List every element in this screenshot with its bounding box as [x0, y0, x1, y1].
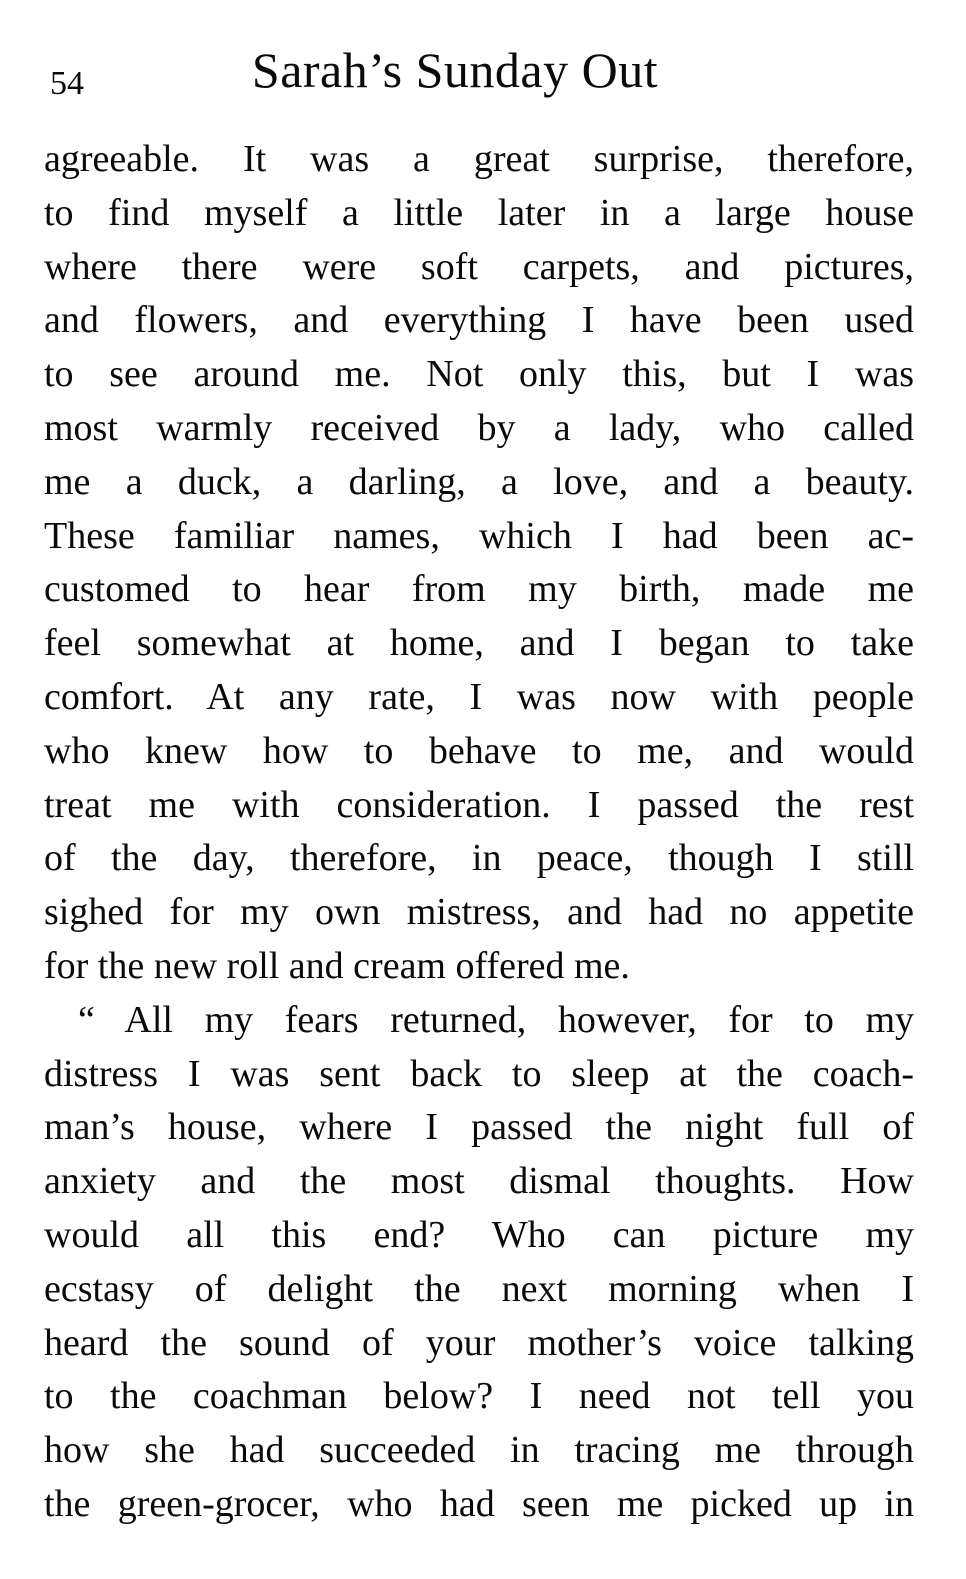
text-line: most warmly received by a lady, who called: [44, 406, 914, 449]
text-line: and flowers, and everything I have been used: [44, 299, 914, 342]
text-line: comfort. At any rate, I was now with people: [44, 675, 914, 718]
text-line: feel somewhat at home, and I began to take: [44, 622, 914, 665]
text-line: These familiar names, which I had been ac-: [44, 514, 914, 557]
text-line: who knew how to behave to me, and would: [44, 729, 914, 772]
text-line: treat me with consideration. I passed the rest: [44, 783, 914, 826]
text-line: ecstasy of delight the next morning when I: [44, 1267, 914, 1310]
page-number: 54: [50, 65, 84, 102]
text-line: to see around me. Not only this, but I was: [44, 353, 914, 396]
text-line: customed to hear from my birth, made me: [44, 568, 914, 611]
text-line: the green-grocer, who had seen me picked up in: [44, 1482, 914, 1525]
text-line: of the day, therefore, in peace, though I still: [44, 837, 914, 880]
body-text: [44, 133, 914, 1532]
text-line: for the new roll and cream offered me.: [44, 944, 630, 987]
text-line: to the coachman below? I need not tell you: [44, 1375, 914, 1418]
text-line: anxiety and the most dismal thoughts. How: [44, 1160, 914, 1203]
text-line: “ All my fears returned, however, for to my: [78, 998, 914, 1041]
text-line: to find myself a little later in a large house: [44, 191, 914, 234]
text-line: heard the sound of your mother’s voice talking: [44, 1321, 914, 1364]
page-header: [50, 38, 920, 108]
running-title: Sarah’s Sunday Out: [251, 42, 659, 98]
text-line: agreeable. It was a great surprise, therefore,: [44, 138, 914, 180]
text-line: where there were soft carpets, and pictures,: [44, 245, 914, 288]
text-line: me a duck, a darling, a love, and a beauty.: [44, 460, 914, 503]
text-line: sighed for my own mistress, and had no appetite: [44, 891, 914, 934]
text-line: how she had succeeded in tracing me through: [44, 1429, 914, 1472]
text-line: distress I was sent back to sleep at the coach-: [44, 1052, 914, 1095]
text-line: would all this end? Who can picture my: [44, 1213, 914, 1256]
text-line: man’s house, where I passed the night full of: [44, 1106, 914, 1149]
